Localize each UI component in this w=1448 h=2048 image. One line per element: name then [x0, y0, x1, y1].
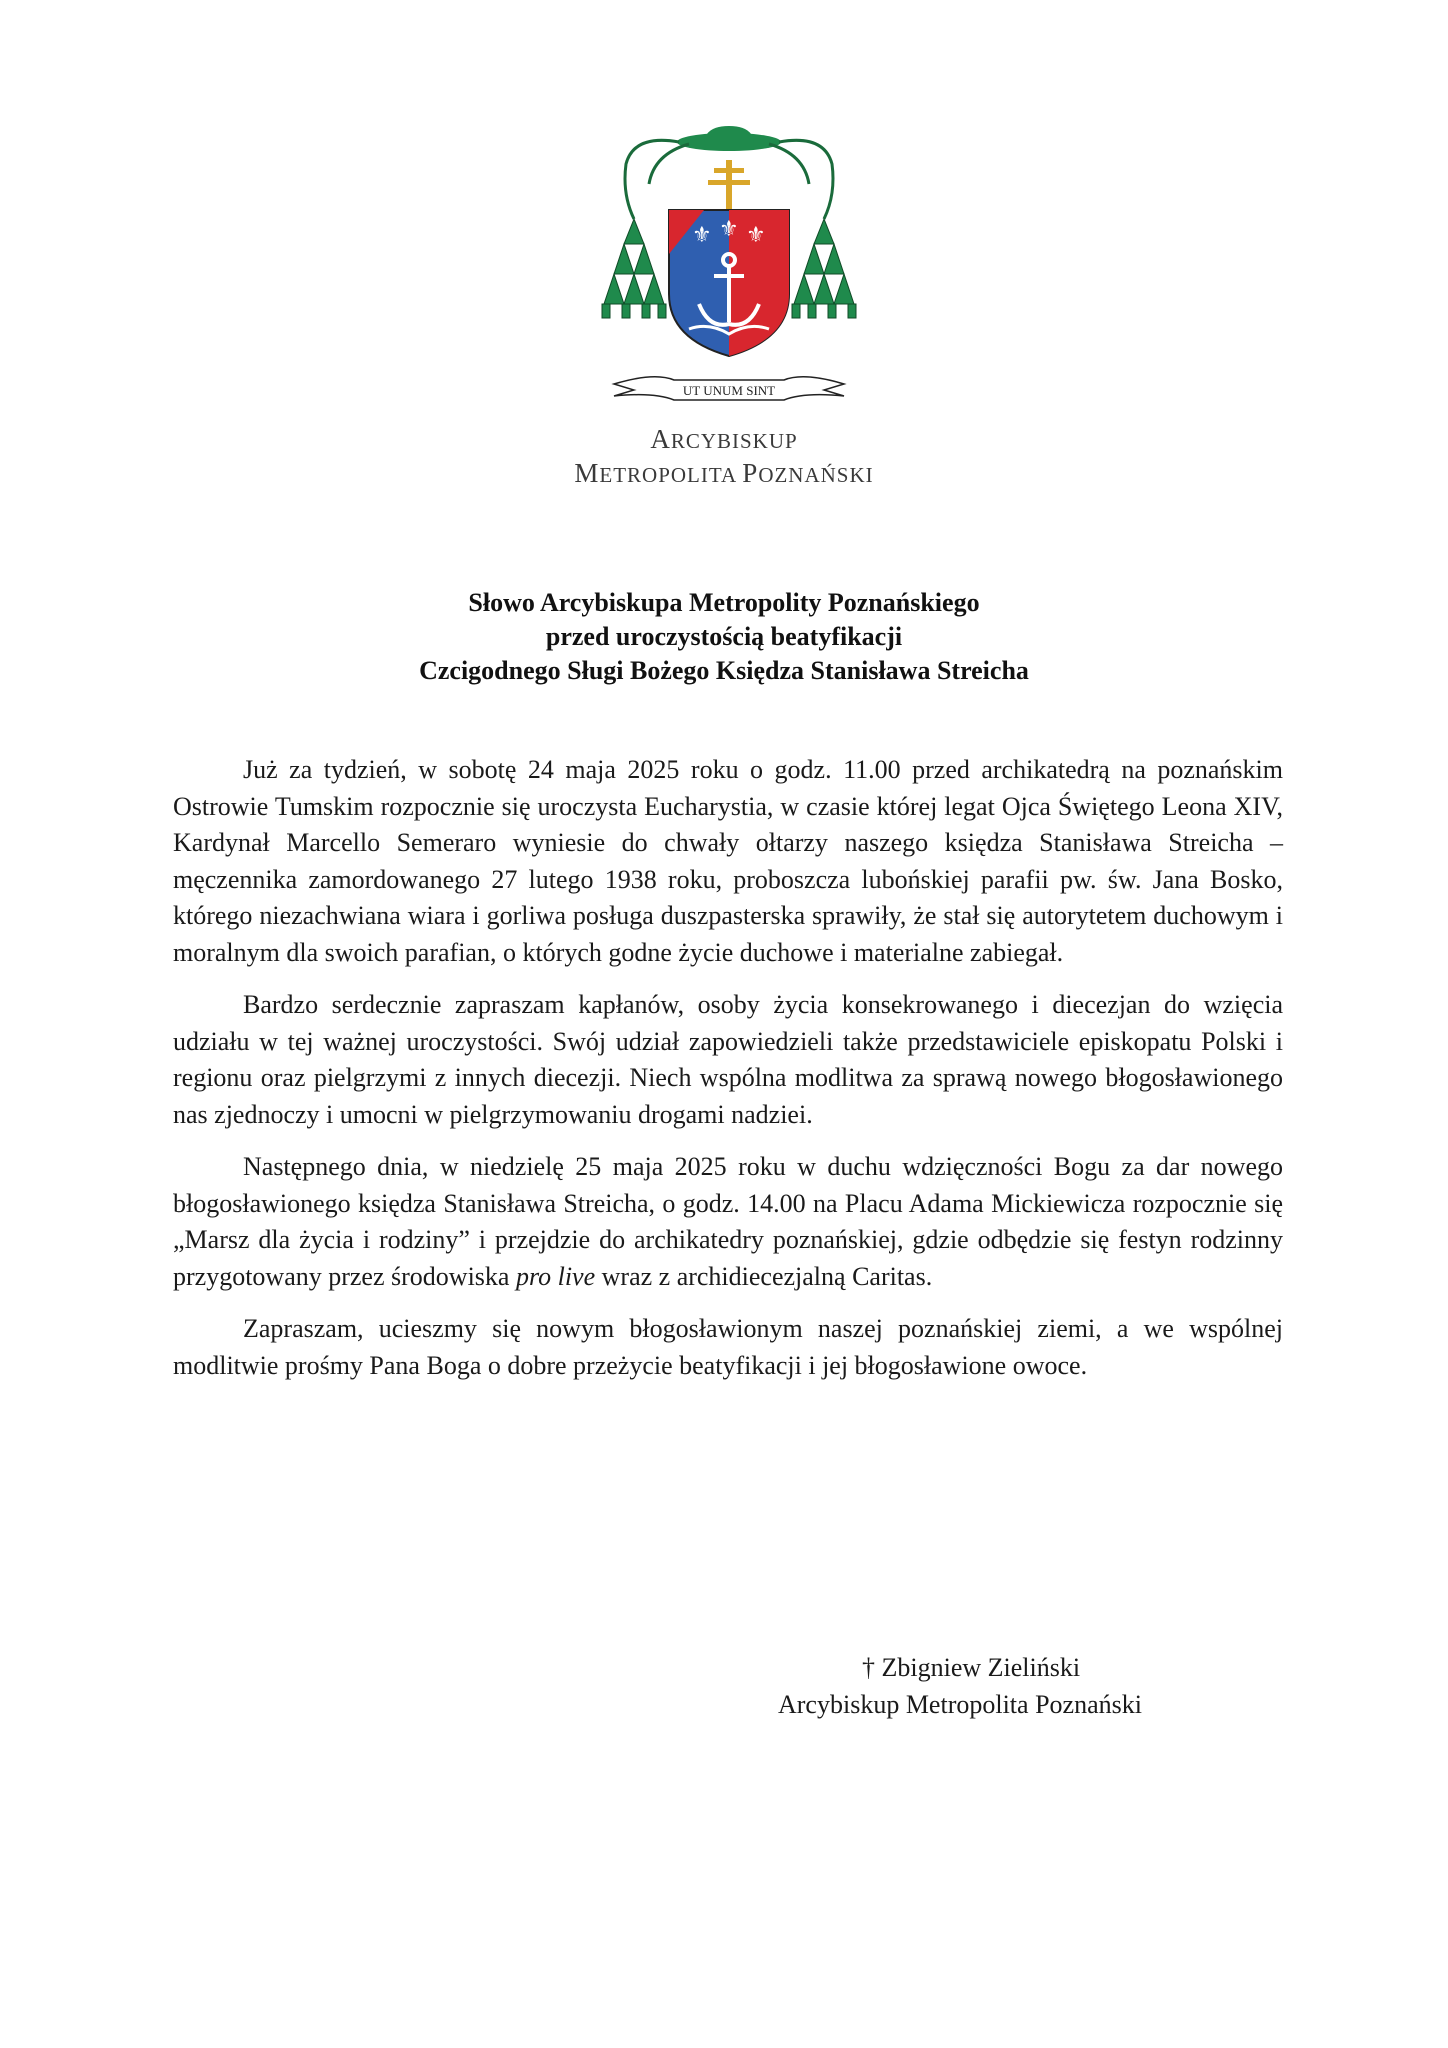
signature-name: † Zbigniew Zieliński — [862, 1653, 1081, 1682]
tassels-right — [792, 219, 856, 318]
letterhead-text: RCYBISKUP — [670, 429, 798, 453]
title-line-2: przed uroczystością beatyfikacji — [545, 622, 903, 651]
paragraph-3-end: wraz z archidiecezjalną Caritas. — [595, 1261, 933, 1291]
paragraph-4: Zapraszam, ucieszmy się nowym błogosławionym naszej poznańskiej ziemi, a we wspólnej modlitwie prośmy Pana Boga o dobre przeżycie beatyfikacji i jej błogosławione owoce. — [173, 1314, 1283, 1380]
tassels-left — [602, 219, 666, 318]
paragraph-3-italic: pro live — [515, 1261, 596, 1291]
letterhead-text: ETROPOLITA — [599, 463, 743, 487]
shield — [669, 210, 789, 356]
svg-text:⚜: ⚜ — [746, 223, 766, 248]
title-line-3: Czcigodnego Sługi Bożego Księdza Stanisława Streicha — [419, 656, 1029, 685]
paragraph-3 — [173, 1149, 1283, 1295]
title-line-1: Słowo Arcybiskupa Metropolity Poznańskiego — [468, 588, 980, 617]
paragraph-3-text: Następnego dnia, w niedzielę 25 maja 2025 roku w duchu wdzięczności Bogu za dar nowego błogosławionego księdza Stanisława Streicha, o godz. 14.00 na Placu Adama Mickiewicza rozpocznie się „Marsz dla życia i rodziny” i przejdzie do archikatedry poznańskiej, gdzie odbędzie się festyn rodzinny przygotowany przez środowiska — [173, 1152, 1283, 1291]
coat-of-arms — [594, 124, 864, 414]
letterhead-initial: M — [574, 458, 600, 488]
letterhead-initial: A — [650, 424, 671, 454]
motto-text: UT UNUM SINT — [682, 383, 776, 398]
letterhead-text: OZNAŃSKI — [758, 463, 874, 487]
svg-text:⚜: ⚜ — [719, 217, 739, 242]
letterhead-initial: P — [742, 458, 759, 488]
paragraph-1: Już za tydzień, w sobotę 24 maja 2025 roku o godz. 11.00 przed archikatedrą na poznańskim Ostrowie Tumskim rozpocznie się uroczysta Eucharystia, w czasie której legat Ojca Świętego Leona XIV, Kardynał Marcello Semeraro wyniesie do chwały ołtarzy naszego księdza Stanisława Streicha – męczennika zamordowanego 27 lutego 1938 roku, proboszcza lubońskiej parafii pw. św. Jana Bosko, którego niezachwiana wiara i gorliwa posługa duszpasterska sprawiły, że stał się autorytetem duchowym i moralnym dla swoich parafian, o których godne życie duchowe i materialne zabiegał. — [173, 755, 1283, 967]
letterhead-line-1 — [0, 424, 1448, 455]
signature-role: Arcybiskup Metropolita Poznański — [778, 1690, 1142, 1719]
letterhead-line-2 — [0, 458, 1448, 489]
archiepiscopal-cross — [708, 160, 750, 210]
paragraph-2: Bardzo serdecznie zapraszam kapłanów, osoby życia konsekrowanego i diecezjan do wzięcia udziału w tej ważnej uroczystości. Swój udział zapowiedzieli także przedstawiciele episkopatu Polski i regionu oraz pielgrzymi z innych diecezji. Niech wspólna modlitwa za sprawą nowego błogosławionego nas zjednoczy i umocni w pielgrzymowaniu drogami nadziei. — [173, 990, 1283, 1129]
motto-ribbon — [614, 377, 844, 400]
svg-text:⚜: ⚜ — [692, 223, 712, 248]
galero-hat — [677, 126, 781, 151]
letter-body — [173, 752, 1283, 1400]
